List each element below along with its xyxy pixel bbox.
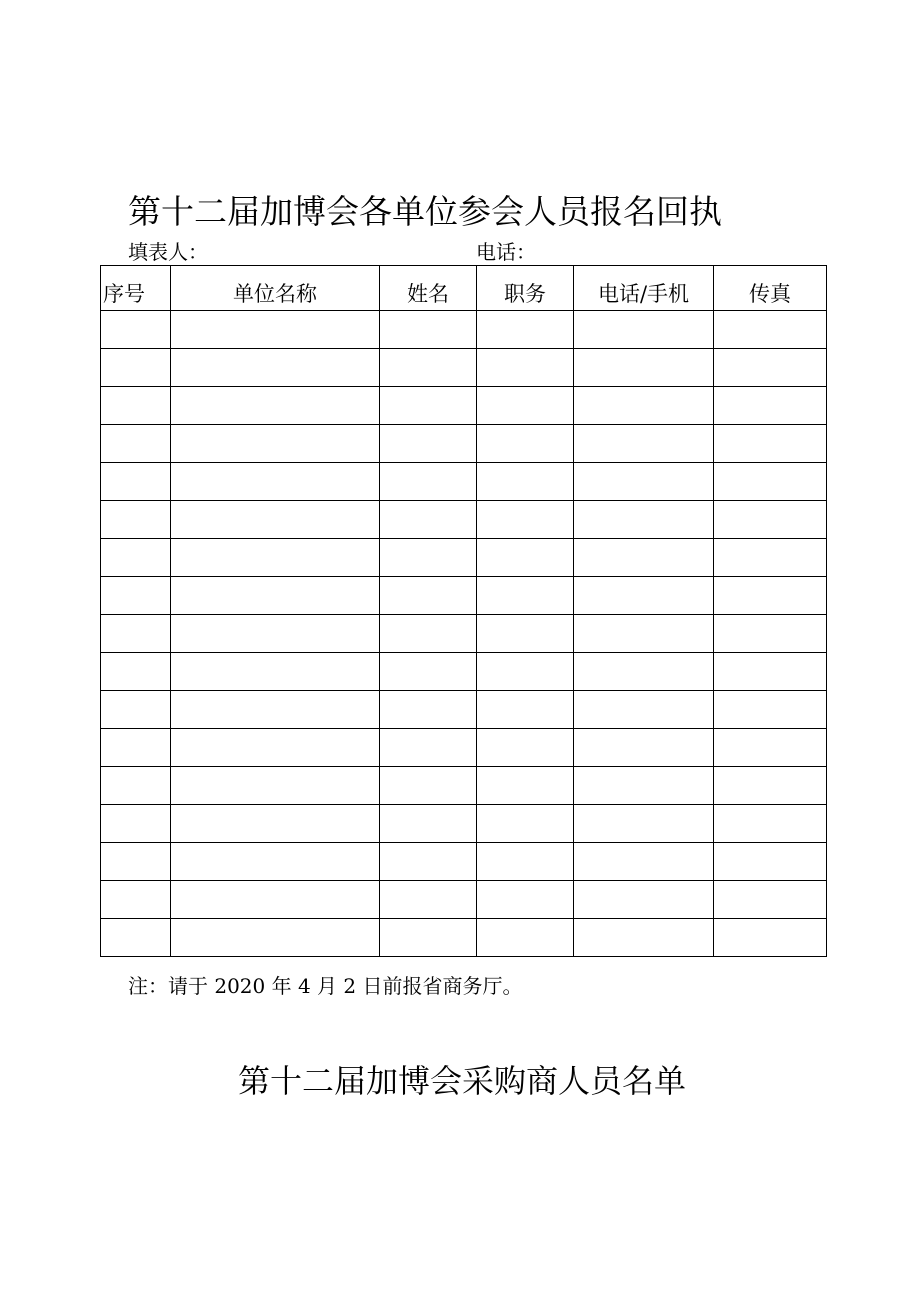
table-cell (574, 653, 714, 691)
table-cell (380, 387, 477, 425)
table-cell (171, 425, 380, 463)
table-cell (101, 805, 171, 843)
table-cell (477, 881, 574, 919)
table-cell (477, 615, 574, 653)
table-cell (574, 577, 714, 615)
table-cell (101, 577, 171, 615)
table-cell (171, 881, 380, 919)
table-cell (171, 615, 380, 653)
table-cell (714, 653, 827, 691)
table-cell (101, 843, 171, 881)
table-cell (101, 767, 171, 805)
table-cell (380, 653, 477, 691)
table-cell (171, 767, 380, 805)
table-row (101, 881, 827, 919)
table-cell (714, 539, 827, 577)
table-row (101, 463, 827, 501)
table-cell (477, 501, 574, 539)
table-cell (101, 463, 171, 501)
table-cell (380, 767, 477, 805)
table-cell (101, 425, 171, 463)
table-cell (380, 615, 477, 653)
table-cell (714, 463, 827, 501)
table-cell (574, 615, 714, 653)
table-cell (380, 691, 477, 729)
table-cell (101, 349, 171, 387)
table-row (101, 805, 827, 843)
table-row (101, 615, 827, 653)
phone-label: 电话： (476, 240, 536, 264)
table-row (101, 539, 827, 577)
table-cell (574, 463, 714, 501)
filler-label: 填表人： (128, 240, 208, 264)
table-cell (714, 919, 827, 957)
column-header-unit-name: 单位名称 (171, 266, 380, 311)
table-row (101, 843, 827, 881)
table-cell (171, 311, 380, 349)
column-header-fax: 传真 (714, 266, 827, 311)
table-cell (714, 615, 827, 653)
table-cell (714, 881, 827, 919)
table-cell (714, 577, 827, 615)
table-cell (171, 843, 380, 881)
table-cell (171, 691, 380, 729)
table-cell (574, 919, 714, 957)
table-row (101, 501, 827, 539)
second-section-title: 第十二届加博会采购商人员名单 (238, 1062, 687, 1100)
table-cell (101, 387, 171, 425)
table-cell (101, 501, 171, 539)
table-cell (477, 919, 574, 957)
table-cell (714, 691, 827, 729)
table-cell (380, 577, 477, 615)
table-cell (171, 805, 380, 843)
table-cell (574, 501, 714, 539)
table-cell (574, 349, 714, 387)
table-cell (477, 767, 574, 805)
table-cell (380, 729, 477, 767)
table-row (101, 729, 827, 767)
table-cell (101, 881, 171, 919)
table-cell (477, 577, 574, 615)
column-header-name: 姓名 (380, 266, 477, 311)
table-cell (477, 805, 574, 843)
table-cell (574, 767, 714, 805)
table-cell (574, 843, 714, 881)
table-body (101, 311, 827, 957)
table-cell (380, 311, 477, 349)
table-cell (574, 881, 714, 919)
table-cell (574, 311, 714, 349)
table-cell (101, 653, 171, 691)
table-cell (477, 349, 574, 387)
registration-table (100, 265, 827, 957)
table-cell (380, 425, 477, 463)
table-cell (477, 425, 574, 463)
table-cell (477, 387, 574, 425)
table-cell (380, 919, 477, 957)
column-header-index: 序号 (101, 266, 171, 311)
table-cell (101, 729, 171, 767)
table-cell (101, 615, 171, 653)
table-cell (101, 691, 171, 729)
table-row (101, 425, 827, 463)
table-cell (574, 425, 714, 463)
table-cell (380, 539, 477, 577)
table-cell (714, 425, 827, 463)
table-cell (171, 349, 380, 387)
table-cell (477, 691, 574, 729)
table-cell (101, 539, 171, 577)
column-header-position: 职务 (477, 266, 574, 311)
table-row (101, 577, 827, 615)
table-cell (380, 501, 477, 539)
table-cell (477, 729, 574, 767)
table-cell (714, 501, 827, 539)
table-cell (171, 501, 380, 539)
table-cell (477, 653, 574, 691)
table-cell (714, 843, 827, 881)
table-row (101, 349, 827, 387)
table-row (101, 767, 827, 805)
table-cell (171, 539, 380, 577)
form-title: 第十二届加博会各单位参会人员报名回执 (128, 192, 722, 231)
table-cell (477, 311, 574, 349)
table-cell (714, 349, 827, 387)
table-cell (574, 805, 714, 843)
table-cell (171, 463, 380, 501)
table-cell (714, 311, 827, 349)
table-cell (477, 463, 574, 501)
table-cell (101, 919, 171, 957)
table-cell (101, 311, 171, 349)
table-cell (171, 729, 380, 767)
table-row (101, 311, 827, 349)
table-cell (574, 691, 714, 729)
table-row (101, 653, 827, 691)
table-cell (714, 387, 827, 425)
table-cell (714, 805, 827, 843)
table-cell (714, 729, 827, 767)
table-cell (574, 539, 714, 577)
table-cell (477, 539, 574, 577)
table-cell (171, 653, 380, 691)
table-cell (380, 805, 477, 843)
table-cell (380, 843, 477, 881)
table-row (101, 387, 827, 425)
table-cell (171, 919, 380, 957)
table-cell (380, 349, 477, 387)
column-header-phone: 电话/手机 (574, 266, 714, 311)
table-cell (380, 463, 477, 501)
table-row (101, 919, 827, 957)
table-cell (171, 577, 380, 615)
table-cell (477, 843, 574, 881)
table-cell (574, 729, 714, 767)
form-note: 注：请于 2020 年 4 月 2 日前报省商务厅。 (128, 974, 523, 998)
table-header-row (101, 266, 827, 311)
table-cell (171, 387, 380, 425)
table-row (101, 691, 827, 729)
table-cell (574, 387, 714, 425)
table-cell (714, 767, 827, 805)
table-cell (380, 881, 477, 919)
